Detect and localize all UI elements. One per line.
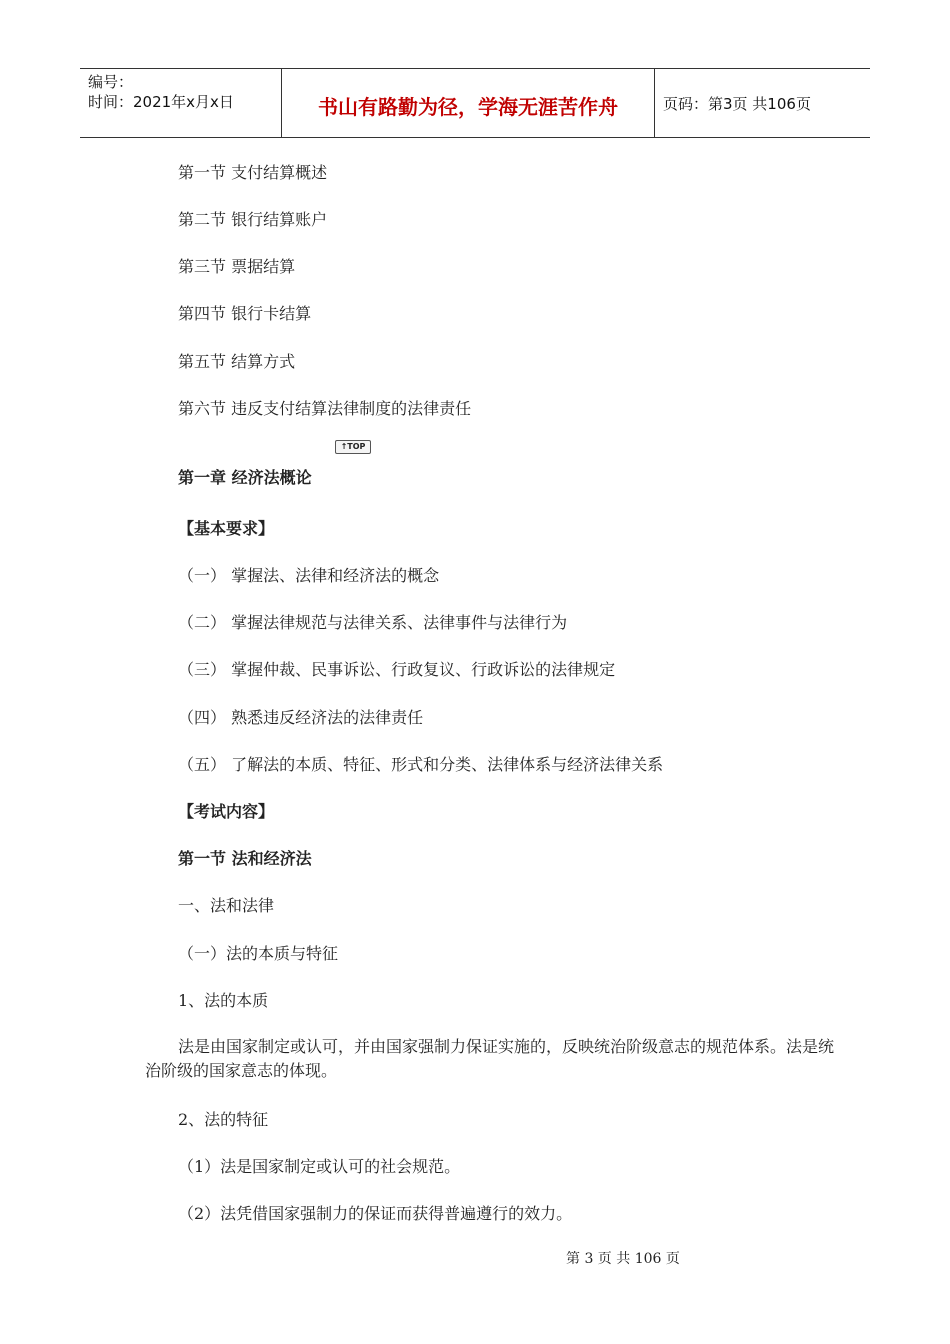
subheading: 1、法的本质 bbox=[178, 991, 269, 1010]
header-info-cell bbox=[80, 69, 280, 137]
toc-item: 第四节 银行卡结算 bbox=[178, 304, 312, 323]
feature-item: （2）法凭借国家强制力的保证而获得普遍遵行的效力。 bbox=[178, 1204, 573, 1223]
basic-requirements-heading: 【基本要求】 bbox=[178, 519, 275, 538]
page-header bbox=[80, 68, 870, 138]
back-to-top-label: TOP bbox=[347, 442, 366, 451]
requirement-item: （一） 掌握法、法律和经济法的概念 bbox=[178, 566, 440, 585]
feature-item: （1）法是国家制定或认可的社会规范。 bbox=[178, 1157, 461, 1176]
toc-item: 第一节 支付结算概述 bbox=[178, 163, 328, 182]
header-page-number: 页码：第3页 共106页 bbox=[663, 95, 811, 113]
header-page-cell bbox=[655, 69, 870, 137]
requirement-item: （二） 掌握法律规范与法律关系、法律事件与法律行为 bbox=[178, 613, 568, 632]
toc-item: 第五节 结算方式 bbox=[178, 352, 296, 371]
chapter-title: 第一章 经济法概论 bbox=[178, 468, 312, 487]
requirement-item: （五） 了解法的本质、特征、形式和分类、法律体系与经济法律关系 bbox=[178, 755, 664, 774]
body-paragraph: 法是由国家制定或认可，并由国家强制力保证实施的，反映统治阶级意志的规范体系。法是统治阶级的国家意志的体现。 bbox=[145, 1037, 835, 1080]
toc-item: 第六节 违反支付结算法律制度的法律责任 bbox=[178, 399, 472, 418]
up-arrow-icon: ↑ bbox=[340, 442, 348, 451]
requirement-item: （四） 熟悉违反经济法的法律责任 bbox=[178, 708, 424, 727]
subheading: 一、法和法律 bbox=[178, 896, 275, 915]
subheading: 2、法的特征 bbox=[178, 1110, 269, 1129]
section-title: 第一节 法和经济法 bbox=[178, 849, 312, 868]
back-to-top-button[interactable] bbox=[335, 440, 371, 454]
exam-content-heading: 【考试内容】 bbox=[178, 802, 275, 821]
header-motto-cell bbox=[281, 69, 655, 137]
requirement-item: （三） 掌握仲裁、民事诉讼、行政复议、行政诉讼的法律规定 bbox=[178, 660, 616, 679]
document-number-label: 编号： bbox=[88, 73, 134, 91]
document-date-label: 时间：2021年x月x日 bbox=[88, 93, 234, 111]
toc-item: 第三节 票据结算 bbox=[178, 257, 296, 276]
page-footer: 第 3 页 共 106 页 bbox=[566, 1251, 680, 1267]
header-motto: 书山有路勤为径，学海无涯苦作舟 bbox=[318, 95, 618, 119]
toc-item: 第二节 银行结算账户 bbox=[178, 210, 328, 229]
subheading: （一）法的本质与特征 bbox=[178, 944, 339, 963]
